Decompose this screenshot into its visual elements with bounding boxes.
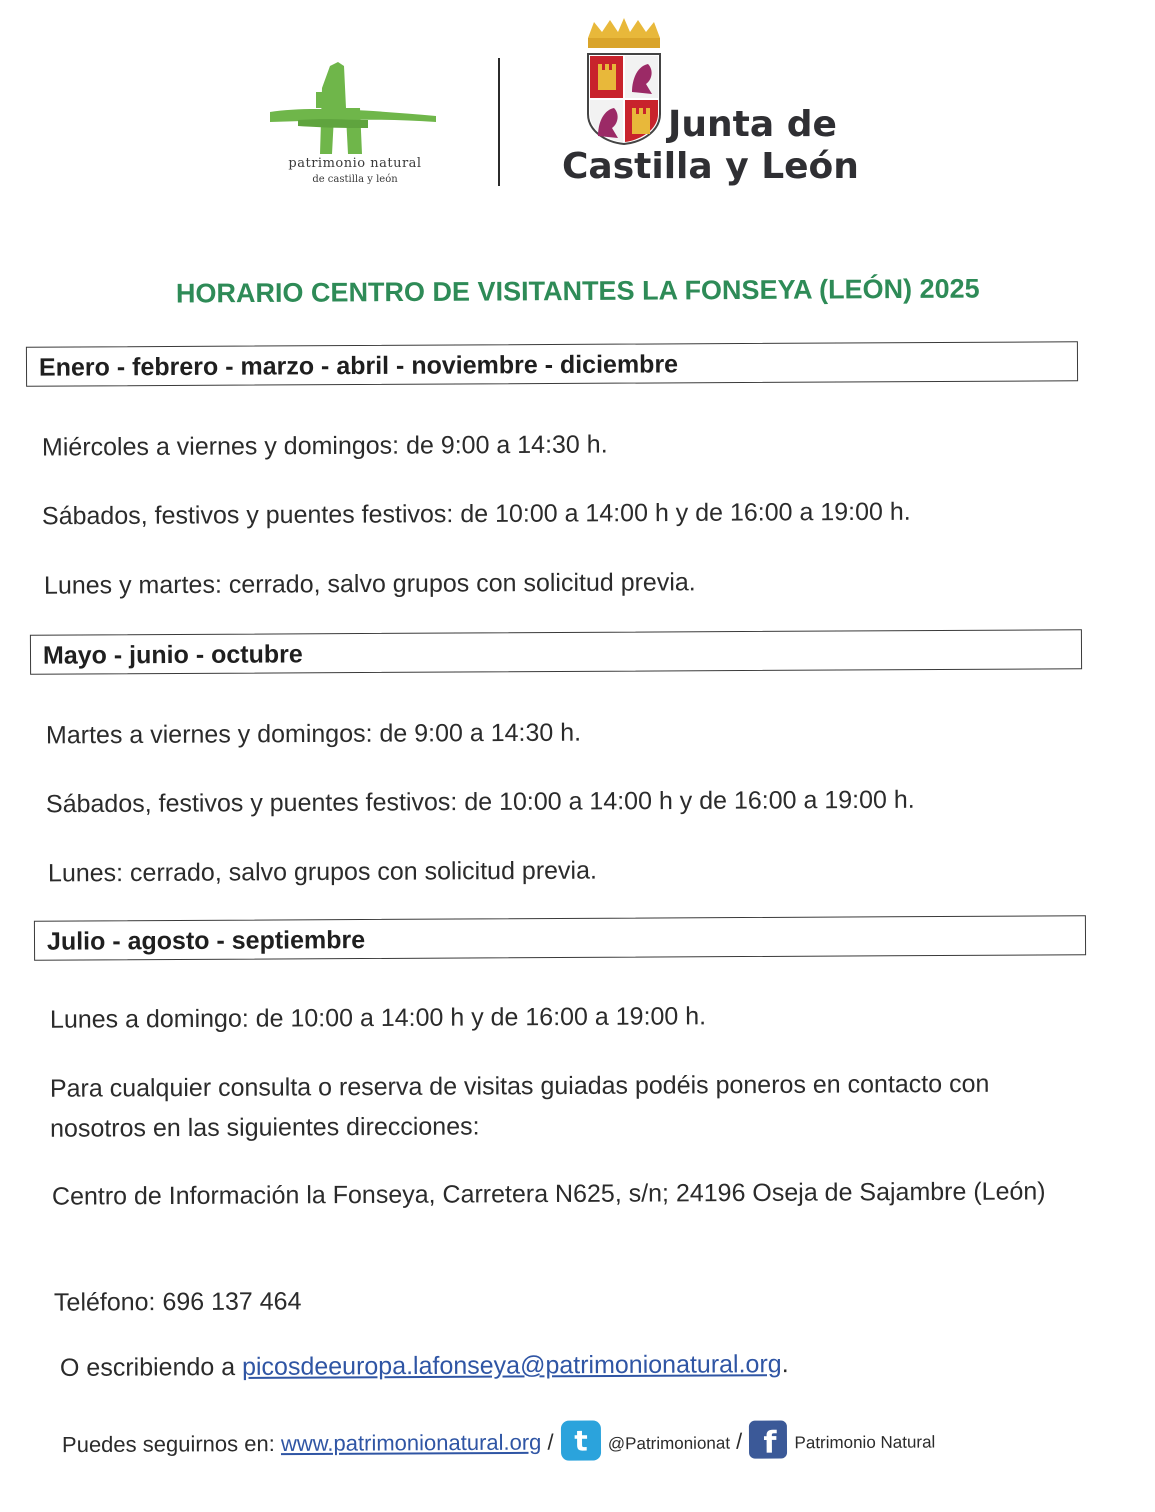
twitter-handle[interactable]: @Patrimonionat — [607, 1433, 731, 1454]
schedule-line: Lunes y martes: cerrado, salvo grupos con solicitud previa. — [43, 568, 696, 600]
patrimonio-natural-logo — [268, 58, 440, 198]
twitter-icon[interactable] — [560, 1419, 602, 1467]
junta-castilla-leon-logo — [560, 18, 860, 198]
season-label: Mayo - junio - octubre — [42, 640, 303, 670]
contact-email-line — [60, 1350, 789, 1383]
website-link[interactable]: www.patrimonionatural.org — [280, 1429, 542, 1456]
social-separator: / — [541, 1429, 560, 1455]
header-divider — [498, 58, 500, 186]
schedule-line: Sábados, festivos y puentes festivos: de 10:00 a 14:00 h y de 16:00 a 19:00 h. — [45, 785, 915, 819]
junta-name-line2: Castilla y León — [562, 146, 859, 187]
season-label: Enero - febrero - marzo - abril - noviembre - diciembre — [38, 350, 679, 382]
svg-text:t: t — [573, 1424, 588, 1458]
facebook-icon[interactable] — [748, 1419, 788, 1465]
schedule-line: Sábados, festivos y puentes festivos: de 10:00 a 14:00 h y de 16:00 a 19:00 h. — [41, 497, 911, 531]
schedule-line: Lunes a domingo: de 10:00 a 14:00 h y de 16:00 a 19:00 h. — [49, 1002, 707, 1034]
contact-phone: Teléfono: 696 137 464 — [53, 1287, 302, 1317]
page-title: HORARIO CENTRO DE VISITANTES LA FONSEYA (LEÓN) 2025 — [175, 273, 980, 309]
patrimonio-natural-emblem-icon — [268, 58, 440, 154]
season-label: Julio - agosto - septiembre — [46, 926, 366, 956]
email-suffix: . — [781, 1350, 789, 1379]
social-separator: / — [729, 1428, 749, 1454]
contact-intro: Para cualquier consulta o reserva de visitas guiadas podéis poneros en contacto con nosotros en las siguientes direcciones: — [49, 1069, 990, 1143]
facebook-name[interactable]: Patrimonio Natural — [794, 1432, 936, 1453]
svg-text:f: f — [763, 1425, 777, 1460]
schedule-line: Lunes: cerrado, salvo grupos con solicitud previa. — [47, 856, 597, 888]
social-prefix: Puedes seguirnos en: — [61, 1430, 281, 1458]
season-header-winter — [26, 341, 1078, 387]
email-link[interactable]: picosdeeuropa.lafonseya@patrimonionatural.org — [241, 1350, 782, 1381]
coat-of-arms-icon — [584, 18, 664, 148]
patrimonio-natural-region: de castilla y león — [312, 174, 398, 185]
social-line — [62, 1418, 936, 1471]
season-header-summer — [34, 915, 1086, 961]
season-header-spring-autumn — [30, 629, 1082, 675]
schedule-line: Martes a viernes y domingos: de 9:00 a 14:30 h. — [45, 718, 582, 750]
contact-address: Centro de Información la Fonseya, Carretera N625, s/n; 24196 Oseja de Sajambre (León) — [51, 1177, 1046, 1211]
email-prefix: O escribiendo a — [59, 1352, 243, 1382]
schedule-line: Miércoles a viernes y domingos: de 9:00 a 14:30 h. — [41, 430, 608, 462]
patrimonio-natural-name: patrimonio natural — [288, 156, 422, 171]
junta-name-line1: Junta de — [668, 104, 837, 145]
